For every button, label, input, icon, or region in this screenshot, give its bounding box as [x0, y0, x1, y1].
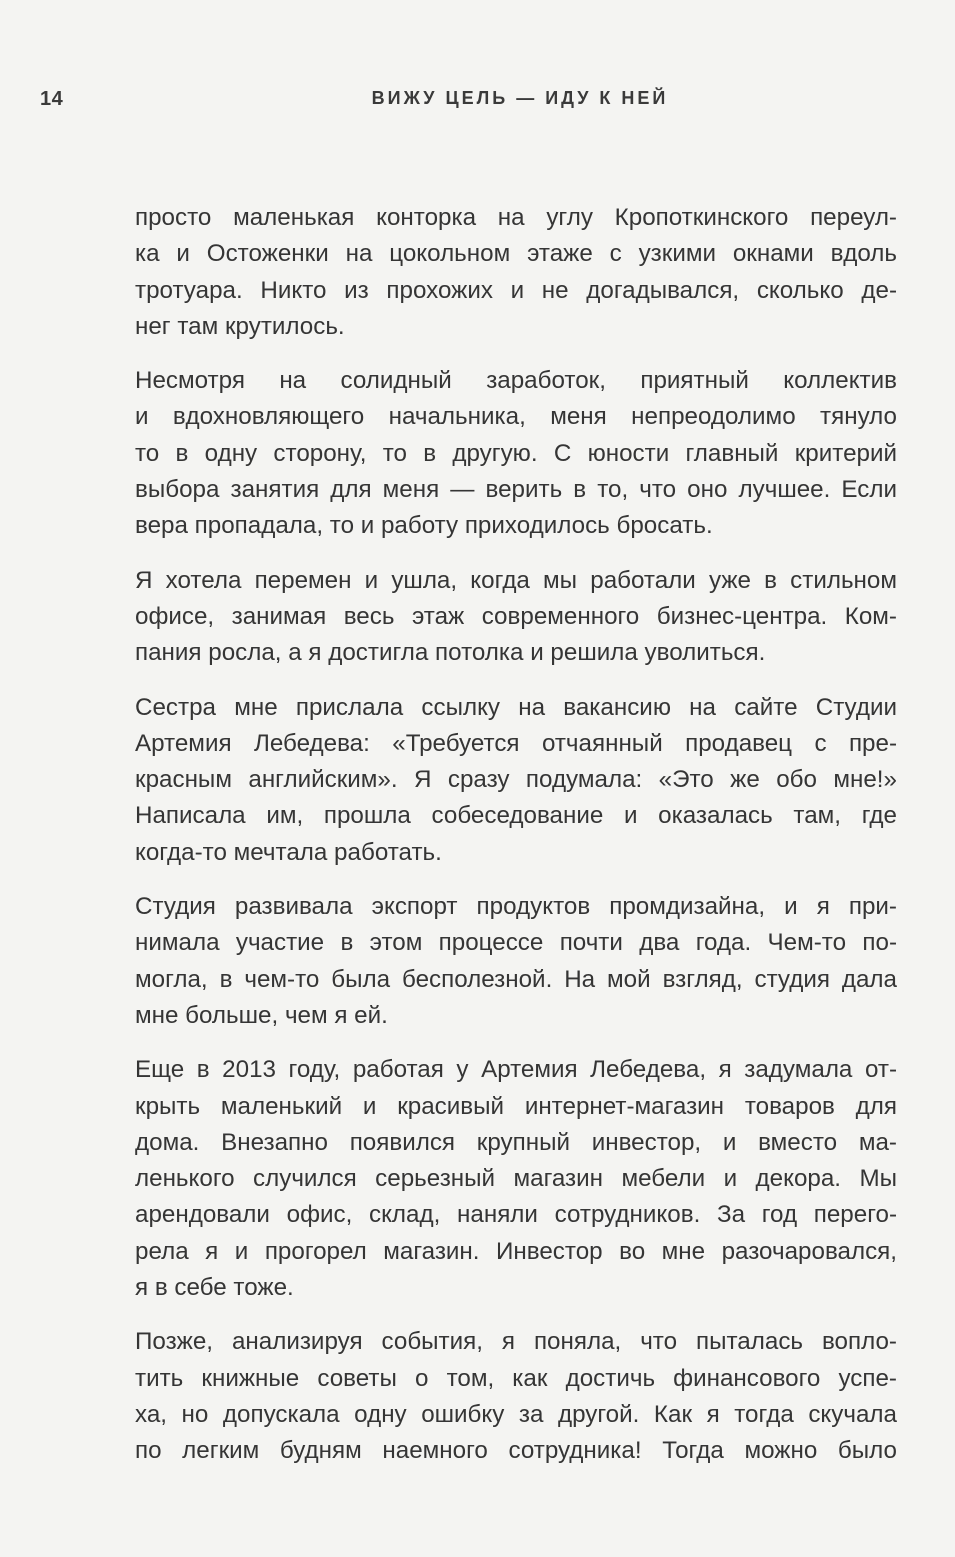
- text-line: крыть маленький и красивый интернет-магазин товаров для: [135, 1092, 897, 1120]
- text-line: тротуара. Никто из прохожих и не догадывался, сколько де-: [135, 276, 897, 304]
- text-line: мне больше, чем я ей.: [135, 1001, 388, 1029]
- text-line: офисе, занимая весь этаж современного бизнес-центра. Ком-: [135, 602, 897, 630]
- page-number: 14: [40, 88, 64, 110]
- text-line: Позже, анализируя события, я поняла, что пыталась вопло-: [135, 1328, 897, 1356]
- text-line: могла, в чем-то была бесполезной. На мой взгляд, студия дала: [135, 965, 897, 993]
- text-line: ленького случился серьезный магазин мебели и декора. Мы: [135, 1165, 897, 1193]
- text-line: пания росла, а я достигла потолка и решила уволиться.: [135, 639, 766, 667]
- text-line: когда-то мечтала работать.: [135, 838, 442, 866]
- text-line: рела я и прогорел магазин. Инвестор во мне разочаровался,: [135, 1237, 897, 1265]
- text-line: Несмотря на солидный заработок, приятный коллектив: [135, 367, 897, 395]
- body-text: [135, 200, 897, 1488]
- text-line: ка и Остоженки на цокольном этаже с узкими окнами вдоль: [135, 240, 897, 268]
- text-line: я в себе тоже.: [135, 1274, 294, 1302]
- text-line: Еще в 2013 году, работая у Артемия Лебедева, я задумала от-: [135, 1056, 897, 1084]
- text-line: нег там крутилось.: [135, 312, 345, 340]
- text-line: тить книжные советы о том, как достичь финансового успе-: [135, 1364, 897, 1392]
- paragraph: [135, 200, 897, 345]
- paragraph: [135, 563, 897, 672]
- text-line: Сестра мне прислала ссылку на вакансию на сайте Студии: [135, 693, 897, 721]
- paragraph: [135, 1324, 897, 1469]
- paragraph: [135, 690, 897, 871]
- text-line: по легким будням наемного сотрудника! Тогда можно было: [135, 1437, 897, 1465]
- text-line: арендовали офис, склад, наняли сотрудников. За год перего-: [135, 1201, 897, 1229]
- text-line: ха, но допускала одну ошибку за другой. Как я тогда скучала: [135, 1400, 897, 1428]
- text-line: Я хотела перемен и ушла, когда мы работали уже в стильном: [135, 566, 897, 594]
- running-title: ВИЖУ ЦЕЛЬ — ИДУ К НЕЙ: [371, 88, 669, 108]
- text-line: нимала участие в этом процессе почти два года. Чем-то по-: [135, 929, 897, 957]
- text-line: и вдохновляющего начальника, меня непреодолимо тянуло: [135, 403, 897, 431]
- text-line: красным английским». Я сразу подумала: «Это же обо мне!»: [135, 766, 897, 794]
- text-line: выбора занятия для меня — верить в то, что оно лучшее. Если: [135, 476, 897, 504]
- text-line: Написала им, прошла собеседование и оказалась там, где: [135, 802, 897, 830]
- text-line: просто маленькая конторка на углу Кропоткинского переул-: [135, 204, 897, 231]
- text-line: дома. Внезапно появился крупный инвестор, и вместо ма-: [135, 1128, 897, 1156]
- text-line: Артемия Лебедева: «Требуется отчаянный продавец с пре-: [135, 729, 897, 757]
- text-line: вера пропадала, то и работу приходилось бросать.: [135, 512, 713, 540]
- text-line: то в одну сторону, то в другую. С юности главный критерий: [135, 439, 897, 467]
- paragraph: [135, 1052, 897, 1306]
- paragraph: [135, 363, 897, 544]
- text-line: Студия развивала экспорт продуктов промдизайна, и я при-: [135, 893, 897, 921]
- paragraph: [135, 889, 897, 1034]
